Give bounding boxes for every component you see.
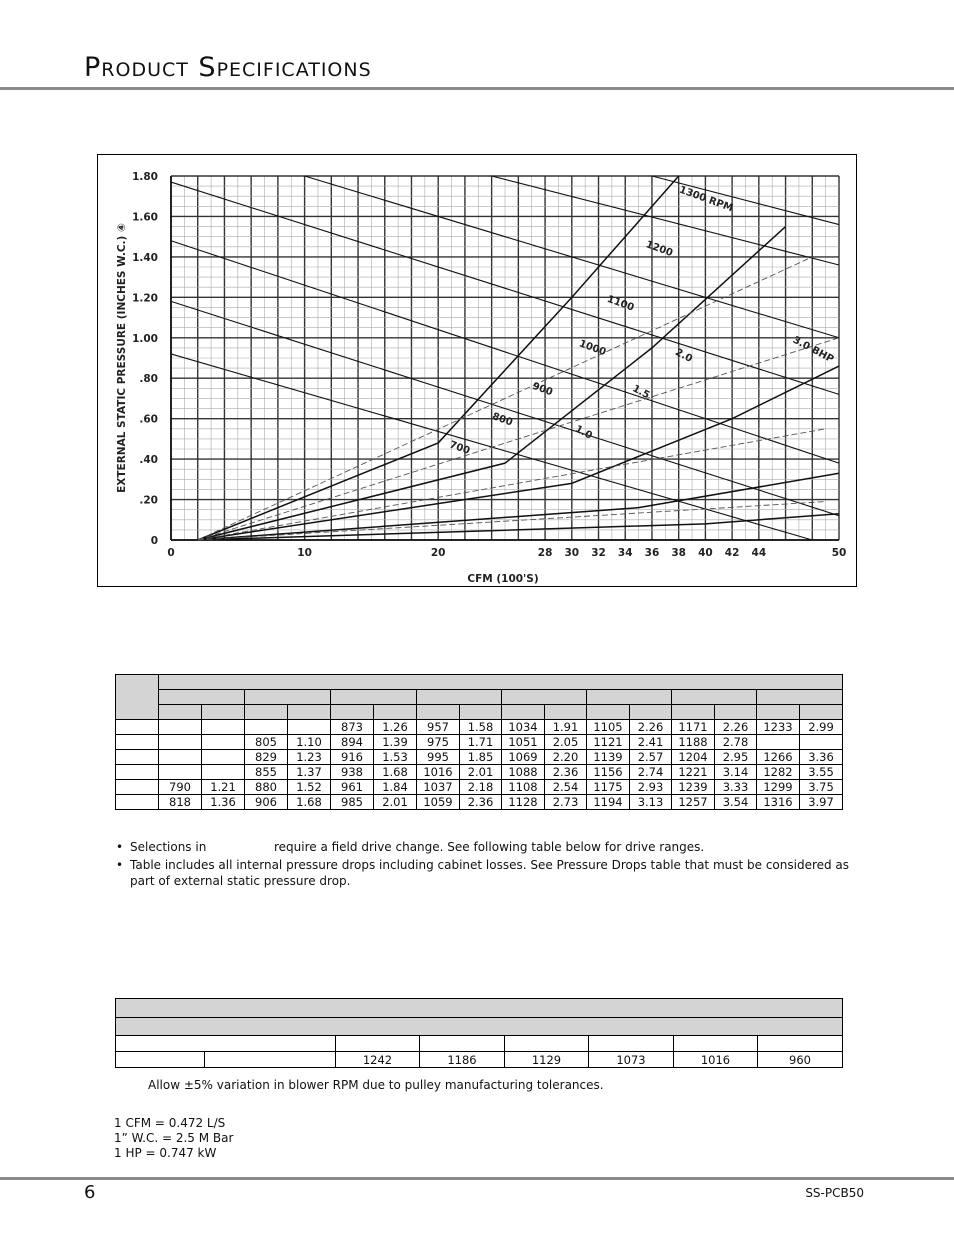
x-tick-label: 34 <box>617 547 633 559</box>
perf-subheader-cell <box>715 705 757 720</box>
perf-subheader-cell <box>757 705 800 720</box>
conversion-hp: 1 HP = 0.747 kW <box>114 1146 217 1160</box>
perf-subheader-cell <box>245 705 288 720</box>
drive-header-row-1 <box>116 999 843 1018</box>
notes-list <box>114 839 854 891</box>
perf-cell: 1.21 <box>202 780 245 795</box>
drive-range-table <box>115 998 843 1068</box>
perf-cell <box>245 720 288 735</box>
x-tick-label: 50 <box>831 547 847 559</box>
perf-cell: 1.53 <box>374 750 417 765</box>
perf-subheader-cell <box>331 705 374 720</box>
perf-header-row-2 <box>116 690 843 705</box>
perf-cell: 2.01 <box>460 765 502 780</box>
perf-cell: 790 <box>159 780 202 795</box>
rpm-line-label: 800 <box>490 411 514 429</box>
x-tick-label: 40 <box>698 547 713 559</box>
x-tick-label: 20 <box>430 547 446 559</box>
drive-turns-cell <box>336 1036 420 1052</box>
perf-group-header <box>502 690 587 705</box>
y-tick-label: .20 <box>139 494 158 507</box>
perf-cell: 1139 <box>587 750 630 765</box>
chart-canvas <box>98 155 856 586</box>
conversion-wc: 1” W.C. = 2.5 M Bar <box>114 1131 234 1145</box>
perf-cell: 3.13 <box>630 795 672 810</box>
perf-row <box>116 720 843 735</box>
perf-cell <box>757 735 800 750</box>
perf-cell: 1108 <box>502 780 545 795</box>
perf-cell: 1.36 <box>202 795 245 810</box>
y-tick-label: .40 <box>139 454 158 467</box>
rpm-line-label: 1000 <box>577 338 608 359</box>
x-tick-label: 28 <box>537 547 553 559</box>
perf-row-label <box>116 795 159 810</box>
x-tick-label: 36 <box>644 547 660 559</box>
perf-subheader-cell <box>417 705 460 720</box>
perf-cell <box>159 750 202 765</box>
perf-cell: 1105 <box>587 720 630 735</box>
perf-cell: 2.57 <box>630 750 672 765</box>
perf-cell: 3.55 <box>800 765 843 780</box>
perf-cell: 855 <box>245 765 288 780</box>
perf-group-header <box>587 690 672 705</box>
perf-cell: 1299 <box>757 780 800 795</box>
perf-cell: 1175 <box>587 780 630 795</box>
y-tick-label: 1.40 <box>132 251 158 264</box>
perf-subheader-cell <box>202 705 245 720</box>
perf-subheader-cell <box>630 705 672 720</box>
perf-cell: 1221 <box>672 765 715 780</box>
y-tick-label: .80 <box>139 373 158 386</box>
perf-row-label <box>116 750 159 765</box>
perf-cell: 2.74 <box>630 765 672 780</box>
rpm-line-label: 1200 <box>644 239 675 260</box>
perf-row-label <box>116 720 159 735</box>
perf-cell: 1171 <box>672 720 715 735</box>
perf-cell: 818 <box>159 795 202 810</box>
perf-cell: 1128 <box>502 795 545 810</box>
perf-cell <box>202 765 245 780</box>
perf-cell: 2.36 <box>460 795 502 810</box>
drive-value-cell: 1129 <box>505 1052 589 1068</box>
perf-group-header <box>757 690 843 705</box>
note-text: Selections in <box>130 840 207 854</box>
perf-cell: 1.68 <box>288 795 331 810</box>
perf-cell: 1.26 <box>374 720 417 735</box>
bhp-line-label: 1.5 <box>630 383 652 402</box>
perf-cell: 3.97 <box>800 795 843 810</box>
perf-cell <box>159 720 202 735</box>
perf-corner-cell <box>116 675 159 720</box>
perf-cell: 1.52 <box>288 780 331 795</box>
perf-subheader-cell <box>502 705 545 720</box>
note-text: require a field drive change. See following table below for drive ranges. <box>273 840 705 854</box>
perf-cell: 1069 <box>502 750 545 765</box>
drive-turns-cell <box>589 1036 674 1052</box>
perf-cell: 1088 <box>502 765 545 780</box>
drive-values-row <box>116 1052 843 1068</box>
perf-cell: 829 <box>245 750 288 765</box>
x-tick-label: 38 <box>671 547 686 559</box>
y-axis-label: EXTERNAL STATIC PRESSURE (INCHES W.C.) ④ <box>116 223 128 493</box>
rpm-line-label: 700 <box>447 439 472 457</box>
perf-cell: 1.85 <box>460 750 502 765</box>
perf-row <box>116 765 843 780</box>
perf-subheader-cell <box>587 705 630 720</box>
drive-value-cell: 1186 <box>420 1052 505 1068</box>
perf-cell: 1233 <box>757 720 800 735</box>
drive-header-row-2 <box>116 1018 843 1036</box>
perf-cell: 1156 <box>587 765 630 780</box>
rpm-line-label: 1100 <box>605 293 636 314</box>
perf-cell: 1.23 <box>288 750 331 765</box>
perf-cell: 805 <box>245 735 288 750</box>
perf-cell: 2.41 <box>630 735 672 750</box>
bhp-line-label: 3.0 BHP <box>790 334 836 366</box>
perf-cell <box>288 720 331 735</box>
perf-cell: 1.91 <box>545 720 587 735</box>
perf-cell: 1016 <box>417 765 460 780</box>
perf-cell: 1316 <box>757 795 800 810</box>
perf-row-label <box>116 780 159 795</box>
x-tick-label: 44 <box>751 547 767 559</box>
drive-value-cell: 960 <box>758 1052 843 1068</box>
perf-cell: 894 <box>331 735 374 750</box>
y-tick-label: 0 <box>150 535 158 547</box>
page-number: 6 <box>84 1182 96 1203</box>
bhp-line-label: 2.0 <box>673 346 695 365</box>
y-tick-label: .60 <box>139 413 158 426</box>
perf-group-header <box>159 690 245 705</box>
drive-turns-cell <box>505 1036 589 1052</box>
x-tick-label: 42 <box>724 547 740 559</box>
y-tick-label: 1.20 <box>132 292 158 305</box>
perf-cell: 1037 <box>417 780 460 795</box>
perf-cell <box>159 765 202 780</box>
header-rule <box>0 87 954 90</box>
perf-cell: 3.33 <box>715 780 757 795</box>
drive-header-cell <box>116 1018 843 1036</box>
perf-group-header <box>672 690 757 705</box>
perf-cell: 1257 <box>672 795 715 810</box>
perf-cell: 2.95 <box>715 750 757 765</box>
perf-cell: 2.73 <box>545 795 587 810</box>
drive-value-cell: 1016 <box>674 1052 758 1068</box>
conversion-cfm: 1 CFM = 0.472 L/S <box>114 1116 226 1130</box>
perf-row <box>116 795 843 810</box>
drive-value-cell: 1073 <box>589 1052 674 1068</box>
perf-cell: 1194 <box>587 795 630 810</box>
perf-cell: 1188 <box>672 735 715 750</box>
perf-cell: 2.20 <box>545 750 587 765</box>
perf-subheader-cell <box>800 705 843 720</box>
perf-subheader-cell <box>460 705 502 720</box>
perf-cell: 1.68 <box>374 765 417 780</box>
perf-cell: 957 <box>417 720 460 735</box>
perf-cell: 1.39 <box>374 735 417 750</box>
perf-cell: 3.14 <box>715 765 757 780</box>
perf-cell: 2.36 <box>545 765 587 780</box>
perf-cell: 2.01 <box>374 795 417 810</box>
perf-header-span <box>159 675 843 690</box>
note-text: Table includes all internal pressure drops including cabinet losses. See Pressure Drops table that must be considered as part of external static pressure drop. <box>130 857 850 888</box>
perf-row <box>116 780 843 795</box>
perf-cell: 2.54 <box>545 780 587 795</box>
perf-cell: 2.78 <box>715 735 757 750</box>
note-item <box>114 857 854 890</box>
note-item <box>114 839 854 856</box>
perf-subheader-cell <box>159 705 202 720</box>
perf-group-header <box>245 690 331 705</box>
drive-header-row-3 <box>116 1036 843 1052</box>
perf-cell <box>800 735 843 750</box>
perf-cell: 961 <box>331 780 374 795</box>
perf-cell: 873 <box>331 720 374 735</box>
perf-cell: 1.37 <box>288 765 331 780</box>
perf-cell: 2.18 <box>460 780 502 795</box>
x-tick-label: 32 <box>591 547 606 559</box>
perf-cell <box>202 720 245 735</box>
drive-turns-cell <box>674 1036 758 1052</box>
perf-subheader-cell <box>545 705 587 720</box>
perf-cell: 985 <box>331 795 374 810</box>
perf-cell: 995 <box>417 750 460 765</box>
perf-cell: 1266 <box>757 750 800 765</box>
perf-cell <box>159 735 202 750</box>
perf-row-label <box>116 765 159 780</box>
footer-rule <box>0 1177 954 1180</box>
perf-cell: 1051 <box>502 735 545 750</box>
perf-cell: 2.05 <box>545 735 587 750</box>
perf-cell: 1204 <box>672 750 715 765</box>
conversions <box>114 1116 233 1161</box>
perf-row <box>116 750 843 765</box>
perf-subheader-cell <box>374 705 417 720</box>
drive-value-cell: 1242 <box>336 1052 420 1068</box>
perf-cell: 2.26 <box>630 720 672 735</box>
bhp-line-label: 1.0 <box>573 423 594 442</box>
perf-cell: 1059 <box>417 795 460 810</box>
perf-cell: 1282 <box>757 765 800 780</box>
x-tick-label: 10 <box>297 547 312 559</box>
rpm-line-label: 900 <box>530 380 555 399</box>
perf-cell: 3.36 <box>800 750 843 765</box>
perf-cell: 2.99 <box>800 720 843 735</box>
x-tick-label: 30 <box>564 547 580 559</box>
drive-turns-cell <box>758 1036 843 1052</box>
perf-cell: 916 <box>331 750 374 765</box>
perf-cell <box>202 735 245 750</box>
perf-header-row-3 <box>116 705 843 720</box>
x-tick-label: 0 <box>167 547 175 559</box>
drive-header-cell <box>116 999 843 1018</box>
y-tick-label: 1.00 <box>132 332 158 345</box>
performance-table <box>115 674 843 810</box>
drive-value-cell <box>205 1052 336 1068</box>
blower-performance-chart <box>97 154 857 587</box>
perf-cell: 938 <box>331 765 374 780</box>
perf-row <box>116 735 843 750</box>
perf-cell <box>202 750 245 765</box>
perf-cell: 2.93 <box>630 780 672 795</box>
perf-cell: 2.26 <box>715 720 757 735</box>
perf-subheader-cell <box>288 705 331 720</box>
perf-cell: 3.54 <box>715 795 757 810</box>
perf-cell: 1121 <box>587 735 630 750</box>
drive-turns-cell <box>420 1036 505 1052</box>
perf-cell: 1034 <box>502 720 545 735</box>
perf-group-header <box>417 690 502 705</box>
perf-group-header <box>331 690 417 705</box>
tolerance-note: Allow ±5% variation in blower RPM due to pulley manufacturing tolerances. <box>148 1078 604 1092</box>
y-tick-label: 1.60 <box>132 211 158 224</box>
perf-cell: 1239 <box>672 780 715 795</box>
page-title: Product Specifications <box>84 52 372 83</box>
perf-cell: 1.71 <box>460 735 502 750</box>
perf-cell: 1.10 <box>288 735 331 750</box>
drive-label-cell <box>116 1036 336 1052</box>
perf-cell: 3.75 <box>800 780 843 795</box>
perf-cell: 1.84 <box>374 780 417 795</box>
rpm-line-label: 1300 RPM <box>677 184 735 215</box>
perf-cell: 880 <box>245 780 288 795</box>
perf-subheader-cell <box>672 705 715 720</box>
x-axis-label: CFM (100'S) <box>467 573 539 585</box>
perf-cell: 1.58 <box>460 720 502 735</box>
y-tick-label: 1.80 <box>132 171 158 183</box>
perf-cell: 975 <box>417 735 460 750</box>
perf-cell: 906 <box>245 795 288 810</box>
doc-code: SS-PCB50 <box>805 1186 864 1200</box>
perf-row-label <box>116 735 159 750</box>
perf-header-row-1 <box>116 675 843 690</box>
drive-value-cell <box>116 1052 205 1068</box>
